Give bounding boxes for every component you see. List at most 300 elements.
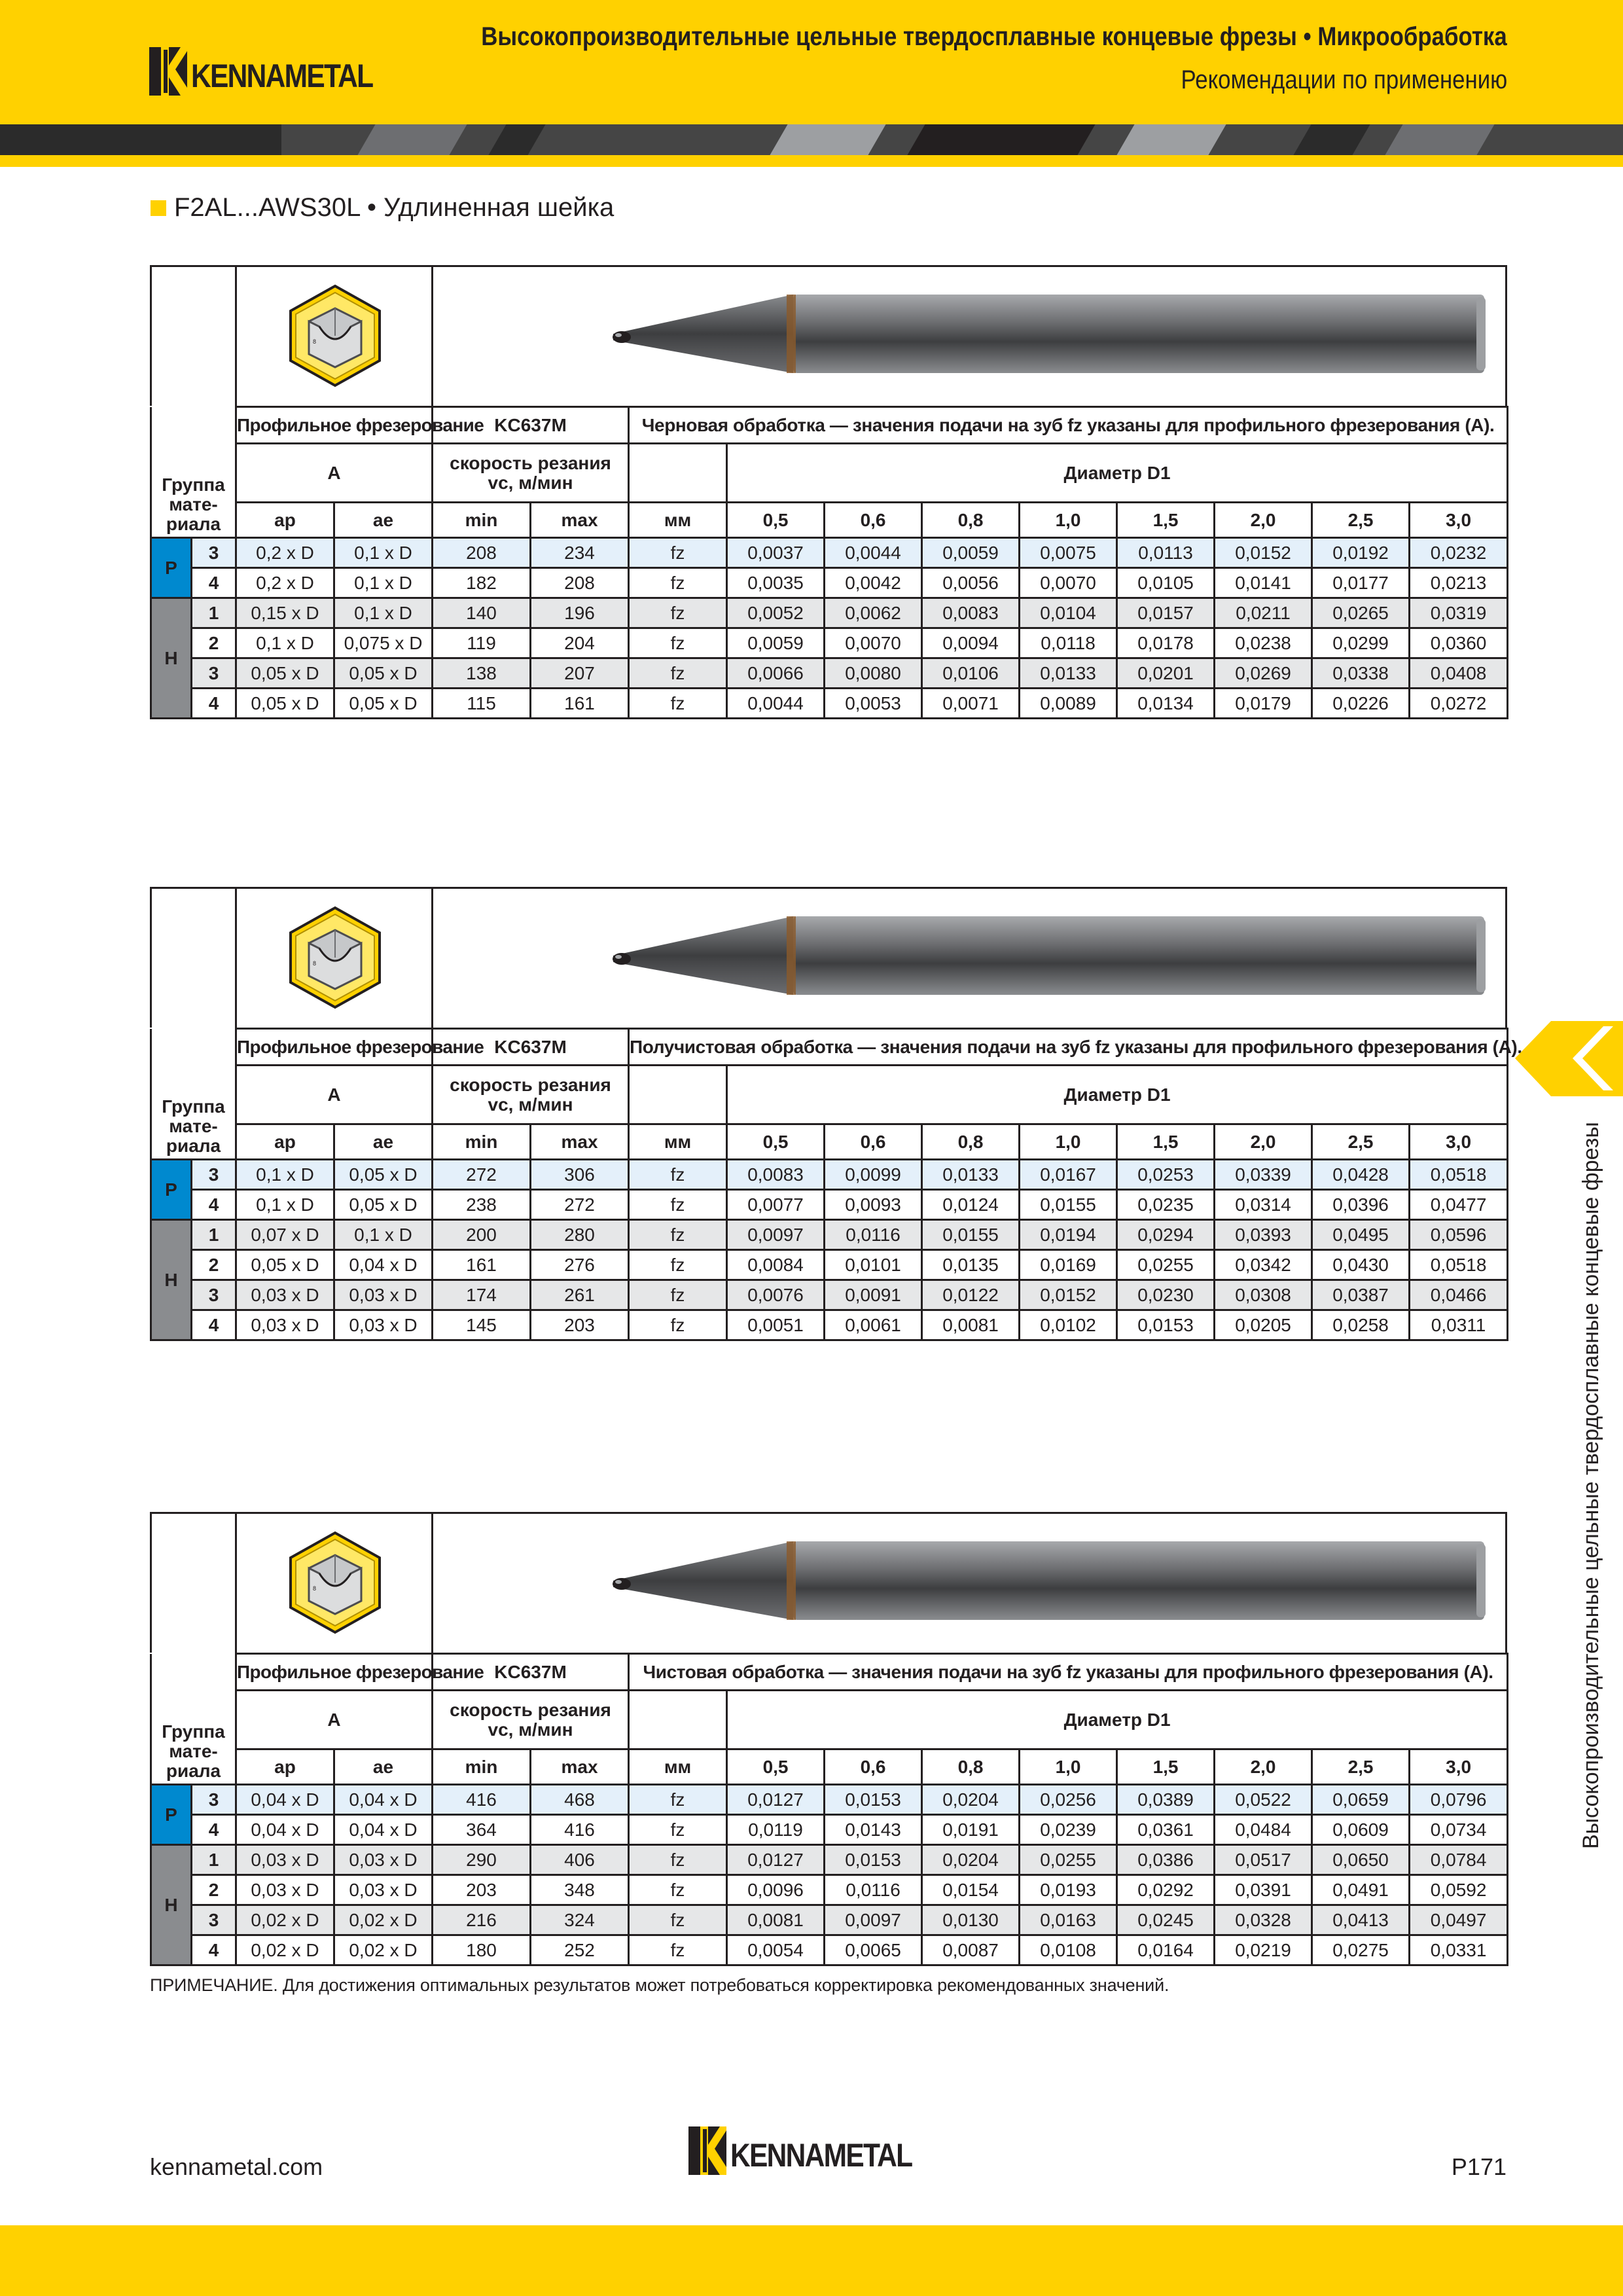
ae-value: 0,02 x D: [334, 1935, 433, 1965]
feed-value: 0,0784: [1410, 1845, 1508, 1875]
feed-value: 0,0059: [922, 538, 1020, 568]
col-mm: мм: [629, 1749, 727, 1785]
unit-value: fz: [629, 1905, 727, 1935]
feed-value: 0,0083: [727, 1160, 825, 1190]
footer-logo: [688, 2126, 944, 2175]
vc-min-value: 364: [433, 1815, 531, 1845]
section-title: [151, 193, 614, 223]
col-ae: ae: [334, 1749, 433, 1785]
feed-value: 0,0113: [1117, 538, 1215, 568]
feed-value: 0,0130: [922, 1905, 1020, 1935]
diameter-header: 2,5: [1312, 1749, 1410, 1785]
feed-value: 0,0255: [1117, 1250, 1215, 1280]
feed-value: 0,0213: [1410, 568, 1508, 598]
diameter-header: 0,5: [727, 1749, 825, 1785]
feed-value: 0,0256: [1020, 1785, 1117, 1815]
material-group-h: H: [151, 1220, 192, 1340]
feed-value: 0,0428: [1312, 1160, 1410, 1190]
material-subgroup: 4: [192, 1310, 236, 1340]
footer-url[interactable]: kennametal.com: [150, 2153, 323, 2180]
ae-value: 0,1 x D: [334, 598, 433, 628]
table-row: [151, 1220, 1508, 1250]
col-min: min: [433, 1124, 531, 1160]
feed-value: 0,0238: [1215, 628, 1312, 658]
vc-max-value: 252: [531, 1935, 629, 1965]
diameter-header: 1,5: [1117, 1749, 1215, 1785]
vc-max-value: 306: [531, 1160, 629, 1190]
feed-value: 0,0155: [922, 1220, 1020, 1250]
feed-value: 0,0066: [727, 658, 825, 689]
feed-value: 0,0339: [1215, 1160, 1312, 1190]
ap-value: 0,03 x D: [236, 1845, 334, 1875]
ae-value: 0,1 x D: [334, 538, 433, 568]
feed-value: 0,0466: [1410, 1280, 1508, 1310]
vc-max-value: 324: [531, 1905, 629, 1935]
feed-value: 0,0099: [825, 1160, 922, 1190]
cutting-speed-label: скорость резания vc, м/мин: [433, 1066, 629, 1124]
feed-value: 0,0133: [922, 1160, 1020, 1190]
ap-value: 0,2 x D: [236, 568, 334, 598]
cutting-data-block: [150, 265, 1507, 719]
side-tab-text: Высокопроизводительные цельные твердосплавные концевые фрезы: [1578, 1122, 1603, 1849]
feed-value: 0,0154: [922, 1875, 1020, 1905]
feed-value: 0,0319: [1410, 598, 1508, 628]
feed-value: 0,0796: [1410, 1785, 1508, 1815]
svg-text:8: 8: [313, 1585, 317, 1592]
material-subgroup: 3: [192, 1280, 236, 1310]
feed-value: 0,0211: [1215, 598, 1312, 628]
unit-value: fz: [629, 1845, 727, 1875]
feed-value: 0,0484: [1215, 1815, 1312, 1845]
col-ap: ap: [236, 503, 334, 538]
ae-value: 0,1 x D: [334, 568, 433, 598]
note-text: ПРИМЕЧАНИЕ. Для достижения оптимальных результатов может потребоваться корректировка рекомендованных значений.: [150, 1975, 1169, 1995]
feed-value: 0,0056: [922, 568, 1020, 598]
feed-value: 0,0105: [1117, 568, 1215, 598]
feed-value: 0,0127: [727, 1785, 825, 1815]
unit-value: fz: [629, 1935, 727, 1965]
feed-value: 0,0338: [1312, 658, 1410, 689]
feed-value: 0,0167: [1020, 1160, 1117, 1190]
feed-value: 0,0477: [1410, 1190, 1508, 1220]
feed-value: 0,0272: [1410, 689, 1508, 719]
feed-value: 0,0193: [1020, 1875, 1117, 1905]
unit-value: fz: [629, 1280, 727, 1310]
table-row: [151, 1905, 1508, 1935]
ae-value: 0,05 x D: [334, 689, 433, 719]
feed-value: 0,0361: [1117, 1815, 1215, 1845]
material-subgroup: 3: [192, 658, 236, 689]
ap-value: 0,02 x D: [236, 1935, 334, 1965]
feed-value: 0,0230: [1117, 1280, 1215, 1310]
vc-min-value: 416: [433, 1785, 531, 1815]
feed-value: 0,0269: [1215, 658, 1312, 689]
profile-milling-icon: [237, 1514, 433, 1653]
unit-value: fz: [629, 1250, 727, 1280]
operation-description: Черновая обработка — значения подачи на зуб fz указаны для профильного фрезерования (A).: [629, 407, 1508, 444]
feed-value: 0,0219: [1215, 1935, 1312, 1965]
feed-value: 0,0143: [825, 1815, 922, 1845]
end-mill-icon: [433, 1514, 1505, 1653]
unit-value: fz: [629, 628, 727, 658]
feed-value: 0,0091: [825, 1280, 922, 1310]
vc-min-value: 180: [433, 1935, 531, 1965]
feed-value: 0,0386: [1117, 1845, 1215, 1875]
feed-value: 0,0495: [1312, 1220, 1410, 1250]
ae-value: 0,04 x D: [334, 1785, 433, 1815]
col-max: max: [531, 1124, 629, 1160]
material-subgroup: 2: [192, 628, 236, 658]
unit-value: fz: [629, 1875, 727, 1905]
feed-value: 0,0093: [825, 1190, 922, 1220]
feed-value: 0,0387: [1312, 1280, 1410, 1310]
table-row: [151, 1785, 1508, 1815]
vc-min-value: 182: [433, 568, 531, 598]
feed-value: 0,0054: [727, 1935, 825, 1965]
table-row: [151, 598, 1508, 628]
table-row: [151, 1250, 1508, 1280]
ap-value: 0,1 x D: [236, 1160, 334, 1190]
feed-value: 0,0342: [1215, 1250, 1312, 1280]
feed-value: 0,0153: [825, 1785, 922, 1815]
material-subgroup: 2: [192, 1875, 236, 1905]
col-ae: ae: [334, 1124, 433, 1160]
diameter-header: 2,0: [1215, 1749, 1312, 1785]
unit-value: fz: [629, 1160, 727, 1190]
feed-value: 0,0314: [1215, 1190, 1312, 1220]
vc-min-value: 115: [433, 689, 531, 719]
feed-value: 0,0391: [1215, 1875, 1312, 1905]
feed-value: 0,0062: [825, 598, 922, 628]
ap-value: 0,02 x D: [236, 1905, 334, 1935]
feed-value: 0,0080: [825, 658, 922, 689]
feed-value: 0,0070: [825, 628, 922, 658]
feed-value: 0,0178: [1117, 628, 1215, 658]
side-tab[interactable]: [1515, 1021, 1623, 1096]
vc-min-value: 138: [433, 658, 531, 689]
diameter-header: 0,5: [727, 503, 825, 538]
feed-value: 0,0430: [1312, 1250, 1410, 1280]
feed-value: 0,0163: [1020, 1905, 1117, 1935]
profile-milling-icon: [237, 889, 433, 1028]
material-subgroup: 1: [192, 1845, 236, 1875]
feed-value: 0,0205: [1215, 1310, 1312, 1340]
ae-value: 0,05 x D: [334, 1160, 433, 1190]
material-subgroup: 3: [192, 538, 236, 568]
material-group-p: P: [151, 1785, 192, 1845]
ae-value: 0,03 x D: [334, 1280, 433, 1310]
diameter-header: 0,6: [825, 503, 922, 538]
diameter-header: 0,8: [922, 1749, 1020, 1785]
feed-value: 0,0089: [1020, 689, 1117, 719]
feed-value: 0,0194: [1020, 1220, 1117, 1250]
feed-value: 0,0294: [1117, 1220, 1215, 1250]
unit-value: fz: [629, 1815, 727, 1845]
profile-milling-icon: [237, 267, 433, 406]
feed-value: 0,0106: [922, 658, 1020, 689]
cutting-data-table: [150, 406, 1508, 719]
profile-milling-label: Профильное фрезерование: [236, 1654, 433, 1691]
feed-value: 0,0101: [825, 1250, 922, 1280]
col-max: max: [531, 1749, 629, 1785]
col-ap: ap: [236, 1749, 334, 1785]
material-subgroup: 4: [192, 1815, 236, 1845]
diameter-header: 1,5: [1117, 503, 1215, 538]
cutting-data-block: [150, 1512, 1507, 1966]
diameter-header: 1,0: [1020, 1749, 1117, 1785]
diameter-header: 3,0: [1410, 1749, 1508, 1785]
profile-milling-label: Профильное фрезерование: [236, 407, 433, 444]
vc-min-value: 161: [433, 1250, 531, 1280]
ap-value: 0,2 x D: [236, 538, 334, 568]
diameter-header: 3,0: [1410, 503, 1508, 538]
table-row: [151, 658, 1508, 689]
vc-max-value: 468: [531, 1785, 629, 1815]
unit-value: fz: [629, 1310, 727, 1340]
vc-max-value: 272: [531, 1190, 629, 1220]
feed-value: 0,0096: [727, 1875, 825, 1905]
table-row: [151, 1935, 1508, 1965]
feed-value: 0,0084: [727, 1250, 825, 1280]
feed-value: 0,0083: [922, 598, 1020, 628]
material-group-p: P: [151, 1160, 192, 1220]
ae-value: 0,03 x D: [334, 1310, 433, 1340]
table-row: [151, 1190, 1508, 1220]
ae-value: 0,04 x D: [334, 1815, 433, 1845]
unit-value: fz: [629, 1220, 727, 1250]
diameter-header: 2,0: [1215, 503, 1312, 538]
ae-value: 0,02 x D: [334, 1905, 433, 1935]
feed-value: 0,0393: [1215, 1220, 1312, 1250]
unit-value: fz: [629, 1785, 727, 1815]
unit-value: fz: [629, 689, 727, 719]
feed-value: 0,0108: [1020, 1935, 1117, 1965]
feed-value: 0,0157: [1117, 598, 1215, 628]
grade-label: KC637M: [433, 407, 629, 444]
diameter-header: 2,0: [1215, 1124, 1312, 1160]
table-row: [151, 1280, 1508, 1310]
diameter-header: 0,8: [922, 503, 1020, 538]
diameter-label: Диаметр D1: [727, 1691, 1508, 1749]
header-title: Высокопроизводительные цельные твердосплавные концевые фрезы • Микрообработка: [481, 22, 1507, 51]
feed-value: 0,0087: [922, 1935, 1020, 1965]
feed-value: 0,0104: [1020, 598, 1117, 628]
feed-value: 0,0308: [1215, 1280, 1312, 1310]
feed-value: 0,0153: [825, 1845, 922, 1875]
feed-value: 0,0075: [1020, 538, 1117, 568]
diameter-header: 0,6: [825, 1124, 922, 1160]
feed-value: 0,0052: [727, 598, 825, 628]
diameter-header: 1,0: [1020, 503, 1117, 538]
feed-value: 0,0650: [1312, 1845, 1410, 1875]
feed-value: 0,0119: [727, 1815, 825, 1845]
operation-description: Получистовая обработка — значения подачи на зуб fz указаны для профильного фрезерования (A).: [629, 1029, 1508, 1066]
feed-value: 0,0518: [1410, 1250, 1508, 1280]
ae-value: 0,1 x D: [334, 1220, 433, 1250]
ap-value: 0,07 x D: [236, 1220, 334, 1250]
end-mill-icon: [433, 889, 1505, 1028]
feed-value: 0,0044: [825, 538, 922, 568]
vc-max-value: 416: [531, 1815, 629, 1845]
feed-value: 0,0255: [1020, 1845, 1117, 1875]
col-mm: мм: [629, 503, 727, 538]
ae-value: 0,03 x D: [334, 1845, 433, 1875]
vc-min-value: 216: [433, 1905, 531, 1935]
vc-max-value: 348: [531, 1875, 629, 1905]
ap-value: 0,03 x D: [236, 1875, 334, 1905]
feed-value: 0,0037: [727, 538, 825, 568]
vc-max-value: 204: [531, 628, 629, 658]
material-group-label: Группа мате- риала: [151, 1124, 236, 1160]
feed-value: 0,0191: [922, 1815, 1020, 1845]
header-subtitle: Рекомендации по применению: [1181, 65, 1507, 94]
ap-value: 0,03 x D: [236, 1280, 334, 1310]
material-subgroup: 1: [192, 1220, 236, 1250]
feed-value: 0,0081: [727, 1905, 825, 1935]
feed-value: 0,0235: [1117, 1190, 1215, 1220]
material-subgroup: 3: [192, 1160, 236, 1190]
vc-min-value: 238: [433, 1190, 531, 1220]
feed-value: 0,0258: [1312, 1310, 1410, 1340]
feed-value: 0,0292: [1117, 1875, 1215, 1905]
kennametal-k-icon: [688, 2126, 726, 2175]
feed-value: 0,0118: [1020, 628, 1117, 658]
table-row: [151, 1875, 1508, 1905]
block-image-row: [150, 887, 1507, 1028]
feed-value: 0,0097: [825, 1905, 922, 1935]
diameter-label: Диаметр D1: [727, 1066, 1508, 1124]
material-group-label: Группа мате- риала: [151, 503, 236, 538]
feed-value: 0,0311: [1410, 1310, 1508, 1340]
diameter-header: 2,5: [1312, 1124, 1410, 1160]
cutting-speed-label: скорость резания vc, м/мин: [433, 1691, 629, 1749]
header-stripe-bottom: [0, 155, 1623, 167]
feed-value: 0,0522: [1215, 1785, 1312, 1815]
unit-value: fz: [629, 658, 727, 689]
vc-min-value: 145: [433, 1310, 531, 1340]
table-row: [151, 568, 1508, 598]
feed-value: 0,0204: [922, 1785, 1020, 1815]
feed-value: 0,0396: [1312, 1190, 1410, 1220]
table-row: [151, 538, 1508, 568]
cutting-speed-label: скорость резания vc, м/мин: [433, 444, 629, 503]
ap-value: 0,15 x D: [236, 598, 334, 628]
feed-value: 0,0134: [1117, 689, 1215, 719]
a-label: A: [236, 444, 433, 503]
footer-brand-text: KENNAMETAL: [730, 2137, 912, 2174]
material-subgroup: 3: [192, 1905, 236, 1935]
unit-value: fz: [629, 538, 727, 568]
feed-value: 0,0299: [1312, 628, 1410, 658]
cutting-data-table: [150, 1028, 1522, 1341]
feed-value: 0,0116: [825, 1875, 922, 1905]
feed-value: 0,0081: [922, 1310, 1020, 1340]
material-subgroup: 4: [192, 1190, 236, 1220]
diameter-header: 1,0: [1020, 1124, 1117, 1160]
material-subgroup: 1: [192, 598, 236, 628]
feed-value: 0,0592: [1410, 1875, 1508, 1905]
feed-value: 0,0094: [922, 628, 1020, 658]
feed-value: 0,0133: [1020, 658, 1117, 689]
feed-value: 0,0153: [1117, 1310, 1215, 1340]
header-stripe: [0, 124, 1623, 155]
col-ae: ae: [334, 503, 433, 538]
feed-value: 0,0071: [922, 689, 1020, 719]
feed-value: 0,0116: [825, 1220, 922, 1250]
ae-value: 0,05 x D: [334, 1190, 433, 1220]
ap-value: 0,1 x D: [236, 628, 334, 658]
feed-value: 0,0097: [727, 1220, 825, 1250]
vc-min-value: 272: [433, 1160, 531, 1190]
feed-value: 0,0245: [1117, 1905, 1215, 1935]
col-ap: ap: [236, 1124, 334, 1160]
feed-value: 0,0059: [727, 628, 825, 658]
feed-value: 0,0077: [727, 1190, 825, 1220]
profile-milling-label: Профильное фрезерование: [236, 1029, 433, 1066]
feed-value: 0,0179: [1215, 689, 1312, 719]
vc-min-value: 140: [433, 598, 531, 628]
feed-value: 0,0053: [825, 689, 922, 719]
unit-value: fz: [629, 1190, 727, 1220]
feed-value: 0,0204: [922, 1845, 1020, 1875]
end-mill-icon: [433, 267, 1505, 406]
feed-value: 0,0124: [922, 1190, 1020, 1220]
col-max: max: [531, 503, 629, 538]
feed-value: 0,0051: [727, 1310, 825, 1340]
feed-value: 0,0070: [1020, 568, 1117, 598]
table-row: [151, 1815, 1508, 1845]
feed-value: 0,0360: [1410, 628, 1508, 658]
feed-value: 0,0127: [727, 1845, 825, 1875]
material-subgroup: 4: [192, 1935, 236, 1965]
feed-value: 0,0169: [1020, 1250, 1117, 1280]
feed-value: 0,0155: [1020, 1190, 1117, 1220]
col-min: min: [433, 503, 531, 538]
material-subgroup: 3: [192, 1785, 236, 1815]
feed-value: 0,0152: [1020, 1280, 1117, 1310]
feed-value: 0,0408: [1410, 658, 1508, 689]
feed-value: 0,0177: [1312, 568, 1410, 598]
material-group-h: H: [151, 598, 192, 719]
feed-value: 0,0061: [825, 1310, 922, 1340]
ap-value: 0,04 x D: [236, 1815, 334, 1845]
col-min: min: [433, 1749, 531, 1785]
table-row: [151, 628, 1508, 658]
feed-value: 0,0659: [1312, 1785, 1410, 1815]
feed-value: 0,0135: [922, 1250, 1020, 1280]
grade-label: KC637M: [433, 1029, 629, 1066]
feed-value: 0,0239: [1020, 1815, 1117, 1845]
vc-max-value: 203: [531, 1310, 629, 1340]
ae-value: 0,075 x D: [334, 628, 433, 658]
ae-value: 0,03 x D: [334, 1875, 433, 1905]
ap-value: 0,03 x D: [236, 1310, 334, 1340]
section-title-text: F2AL...AWS30L • Удлиненная шейка: [174, 193, 615, 222]
unit-value: fz: [629, 598, 727, 628]
vc-min-value: 290: [433, 1845, 531, 1875]
vc-max-value: 207: [531, 658, 629, 689]
table-row: [151, 1310, 1508, 1340]
ap-value: 0,04 x D: [236, 1785, 334, 1815]
diameter-label: Диаметр D1: [727, 444, 1508, 503]
feed-value: 0,0226: [1312, 689, 1410, 719]
ap-value: 0,1 x D: [236, 1190, 334, 1220]
feed-value: 0,0328: [1215, 1905, 1312, 1935]
feed-value: 0,0517: [1215, 1845, 1312, 1875]
svg-text:8: 8: [313, 338, 317, 345]
feed-value: 0,0389: [1117, 1785, 1215, 1815]
operation-description: Чистовая обработка — значения подачи на зуб fz указаны для профильного фрезерования (A).: [629, 1654, 1508, 1691]
